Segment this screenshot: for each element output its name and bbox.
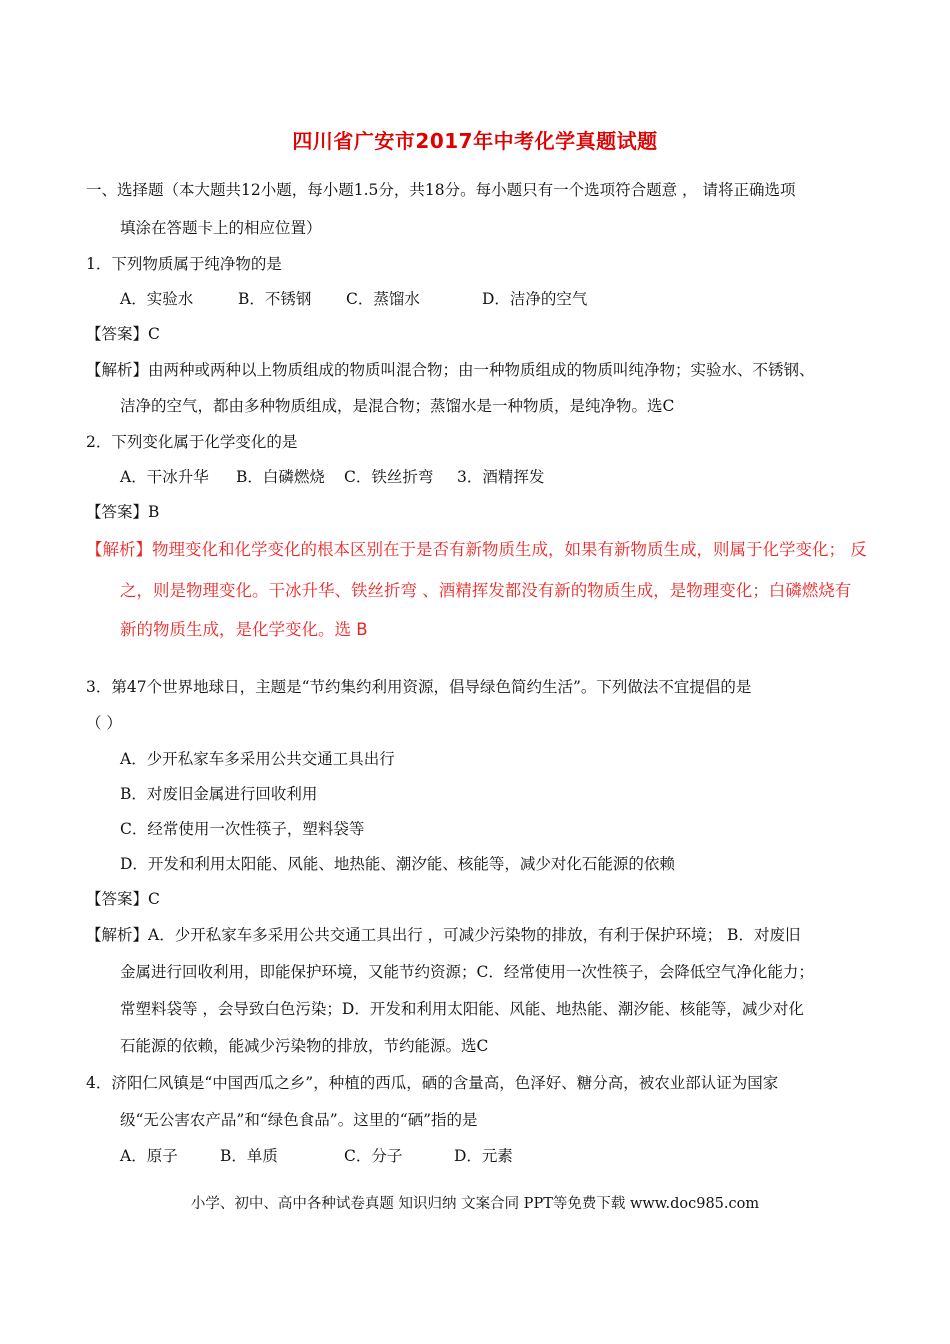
q2-option-c: C．铁丝折弯 [344, 468, 434, 486]
q3-option-d: D．开发和利用太阳能、风能、地热能、潮汐能、核能等，减少对化石能源的依赖 [120, 855, 675, 873]
q3-option-c: C．经常使用一次性筷子，塑料袋等 [120, 820, 365, 838]
q1-option-d: D．洁净的空气 [482, 290, 588, 308]
question-2-analysis-cont: 之，则是物理变化。干冰升华、铁丝折弯 、酒精挥发都没有新的物质生成，是物理变化；白磷燃烧有 [120, 581, 852, 600]
q4-option-c: C．分子 [344, 1147, 403, 1165]
question-2-analysis: 【解析】物理变化和化学变化的根本区别在于是否有新物质生成，如果有新物质生成，则属于化学变化； 反 [86, 540, 867, 559]
question-1-analysis-cont: 洁净的空气，都由多种物质组成，是混合物；蒸馏水是一种物质，是纯净物。选C [120, 397, 675, 415]
page-footer: 小学、初中、高中各种试卷真题 知识归纳 文案合同 PPT等免费下载 www.doc985.com [190, 1196, 760, 1212]
question-1-analysis: 【解析】由两种或两种以上物质组成的物质叫混合物；由一种物质组成的物质叫纯净物；实验水、不锈钢、 [86, 361, 815, 379]
question-4-stem-cont: 级“无公害农产品”和“绿色食品”。这里的“硒”指的是 [120, 1111, 478, 1129]
question-2-options [120, 467, 544, 487]
question-4-options [120, 1146, 513, 1166]
q3-option-a: A．少开私家车多采用公共交通工具出行 [120, 750, 395, 768]
question-2-answer: 【答案】B [86, 503, 160, 521]
q2-option-b: B．白磷燃烧 [236, 468, 325, 486]
section-heading: 一、选择题（本大题共12小题，每小题1.5分，共18分。每小题只有一个选项符合题意 ， 请将正确选项 [86, 181, 796, 199]
question-3-analysis: 【解析】A．少开私家车多采用公共交通工具出行 ，可减少污染物的排放，有利于保护环境； B．对废旧 [86, 926, 801, 944]
question-3-answer: 【答案】C [86, 890, 160, 908]
q4-option-d: D．元素 [454, 1147, 513, 1165]
page-title: 四川省广安市2017年中考化学真题试题 [292, 129, 658, 153]
question-4-stem: 4．济阳仁风镇是“中国西瓜之乡”，种植的西瓜，硒的含量高，色泽好、糖分高，被农业部认证为国家 [86, 1074, 779, 1092]
q4-option-b: B．单质 [220, 1147, 278, 1165]
question-3-analysis-cont-1: 金属进行回收利用，即能保护环境，又能节约资源；C．经常使用一次性筷子，会降低空气净化能力； [120, 963, 814, 981]
question-3-stem: 3．第47个世界地球日，主题是“节约集约利用资源，倡导绿色简约生活”。下列做法不宜提倡的是 [86, 678, 752, 696]
question-2-analysis-end: 新的物质生成，是化学变化。选 B [120, 620, 368, 639]
question-2-stem: 2．下列变化属于化学变化的是 [86, 433, 298, 451]
question-3-analysis-cont-3: 石能源的依赖，能减少污染物的排放，节约能源。选C [120, 1037, 489, 1055]
question-1-stem: 1．下列物质属于纯净物的是 [86, 255, 282, 273]
q3-option-b: B．对废旧金属进行回收利用 [120, 785, 318, 803]
q4-option-a: A．原子 [120, 1147, 178, 1165]
q1-option-c: C．蒸馏水 [346, 290, 420, 308]
question-1-options [120, 289, 587, 309]
q1-option-b: B．不锈钢 [238, 290, 312, 308]
q2-option-d: 3．酒精挥发 [457, 468, 545, 486]
q1-option-a: A．实验水 [120, 290, 194, 308]
section-heading-cont: 填涂在答题卡上的相应位置） [120, 219, 322, 237]
question-3-analysis-cont-2: 常塑料袋等 ，会导致白色污染；D．开发和利用太阳能、风能、地热能、潮汐能、核能等，减少对化 [120, 1000, 804, 1018]
question-1-answer: 【答案】C [86, 325, 160, 343]
q2-option-a: A．干冰升华 [120, 468, 209, 486]
question-3-bracket: （ ） [86, 714, 122, 732]
